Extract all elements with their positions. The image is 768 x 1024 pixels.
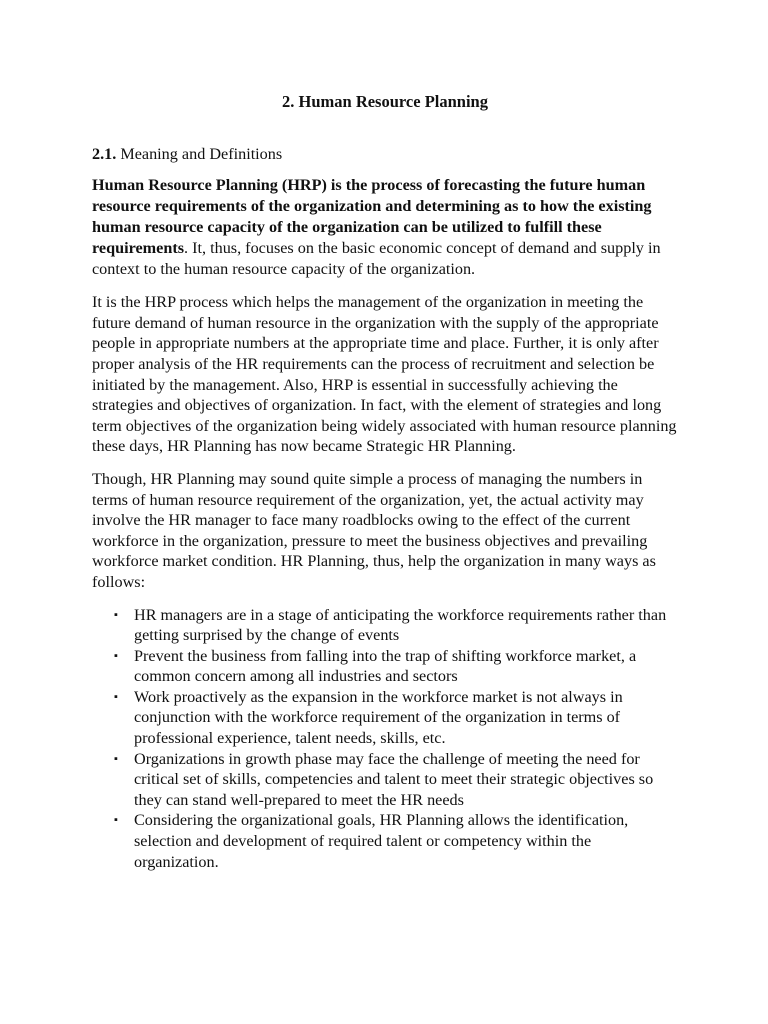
page-title: 2. Human Resource Planning <box>282 92 488 111</box>
definition-bold-text: Human Resource Planning (HRP) is the process of forecasting the future human resource requirements of the organization and determining as to how the existing human resource capacity of the organization can be utilized to fulfill these requirements <box>92 176 652 258</box>
definition-rest-text: . It, thus, focuses on the basic economic concept of demand and supply in context to the human resource capacity of the organization. <box>92 239 661 279</box>
definition-paragraph <box>92 175 678 280</box>
list-item-text: Prevent the business from falling into the trap of shifting workforce market, a common concern among all industries and sectors <box>134 646 637 686</box>
list-item-text: HR managers are in a stage of anticipating the workforce requirements rather than getting surprised by the change of events <box>134 605 667 645</box>
hrp-process-paragraph: It is the HRP process which helps the management of the organization in meeting the future demand of human resource in the organization with the supply of the appropriate people in appropriate numbers at the appropriate time and place. Further, it is only after proper analysis of the HR requirements can the process of recruitment and selection be initiated by the management. Also, HRP is essential in successfully achieving the strategies and objectives of organization. In fact, with the element of strategies and long term objectives of the organization being widely associated with human resource planning these days, HR Planning has now became Strategic HR Planning. <box>92 293 677 456</box>
bullet-icon: ▪ <box>114 752 118 765</box>
list-item-text: Considering the organizational goals, HR Planning allows the identification, selection and development of required talent or competency within the organization. <box>134 811 629 871</box>
list-item <box>92 646 678 687</box>
section-number: 2.1. <box>92 144 117 163</box>
list-item <box>92 810 678 872</box>
list-item-text: Work proactively as the expansion in the workforce market is not always in conjunction with the workforce requirement of the organization in terms of professional experience, talent needs, skills, etc. <box>134 687 623 748</box>
bullet-icon: ▪ <box>114 608 118 621</box>
section-heading <box>92 144 678 165</box>
hr-planning-intro-paragraph: Though, HR Planning may sound quite simple a process of managing the numbers in terms of human resource requirement of the organization, yet, the actual activity may involve the HR manager to face many roadblocks owing to the effect of the current workforce in the organization, pressure to meet the business objectives and prevailing workforce market condition. HR Planning, thus, help the organization in many ways as follows: <box>92 469 656 591</box>
list-item-text: Organizations in growth phase may face the challenge of meeting the need for critical set of skills, competencies and talent to meet their strategic objectives so they can stand well-prepared to meet the HR needs <box>134 749 654 809</box>
bullet-icon: ▪ <box>114 649 118 662</box>
benefits-list <box>92 605 678 873</box>
list-item <box>92 687 678 749</box>
bullet-icon: ▪ <box>114 814 118 827</box>
list-item <box>92 605 678 646</box>
section-label: Meaning and Definitions <box>120 144 283 163</box>
bullet-icon: ▪ <box>114 690 118 703</box>
list-item <box>92 749 678 811</box>
